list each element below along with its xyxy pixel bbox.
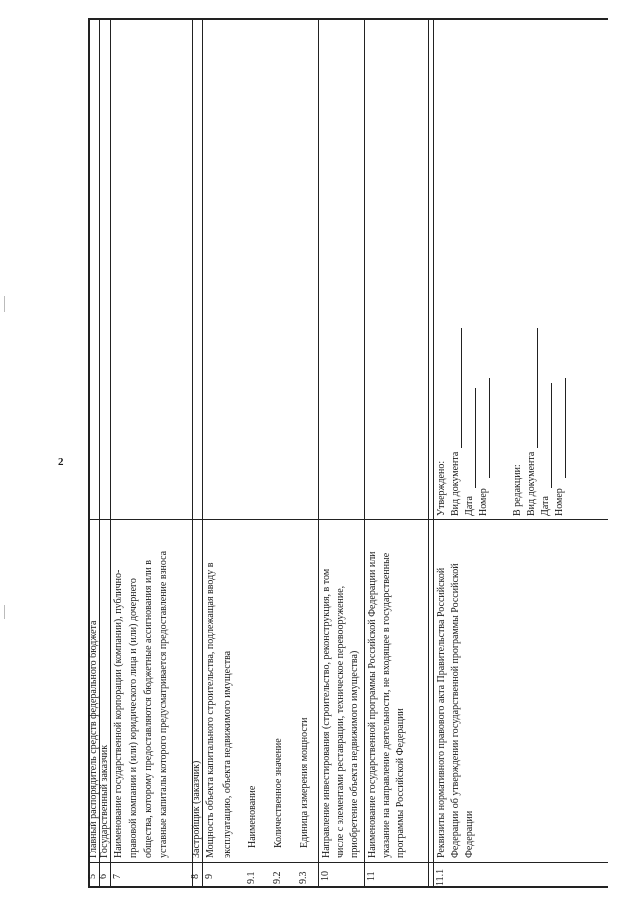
- row-label-line: Федерации об утверждении государственной программы Российской: [450, 563, 461, 858]
- row-label-line: правовой компании и (или) юридического лица и (или) дочернего: [128, 578, 139, 858]
- doc-type-label: Вид документа: [450, 451, 461, 516]
- revision-label: В редакции:: [512, 464, 523, 516]
- row-divider: [428, 18, 429, 888]
- row-label-line: Федерации: [464, 810, 475, 858]
- date-field-line: [475, 388, 476, 488]
- row-label-line: указание на направление деятельности, не входящее в государственные: [381, 552, 392, 858]
- date-label-2: Дата: [540, 496, 551, 516]
- row-label-line: Реквизиты нормативного правового акта Правительства Российской: [436, 567, 447, 858]
- form-table: [88, 18, 608, 888]
- row-label: Наименование: [247, 785, 258, 848]
- page-number: 2: [58, 456, 64, 468]
- row-number: 10: [320, 871, 331, 881]
- row-label-line: Наименование государственной программы Российской Федерации или: [367, 551, 378, 858]
- row-number: 9.2: [272, 871, 283, 884]
- row-label-line: Направление инвестирования (строительство, реконструкция, в том: [321, 568, 332, 858]
- row-label: Количественное значение: [273, 738, 284, 848]
- column-divider-value: [88, 519, 608, 520]
- row-number: 11: [366, 871, 377, 881]
- scan-mark: [4, 296, 5, 312]
- table-border-left: [88, 887, 608, 889]
- row-number: 9: [204, 874, 215, 879]
- row-divider: [318, 18, 319, 888]
- row-label-line: общества, которому предоставляются бюджетные ассигнования или в: [143, 560, 154, 858]
- number-label: Номер: [478, 488, 489, 516]
- column-divider-number: [88, 862, 608, 863]
- doc-type-label-2: Вид документа: [526, 451, 537, 516]
- approved-label: Утверждено:: [436, 460, 447, 516]
- row-label-line: Наименование государственной корпорации (компании), публично-: [113, 569, 124, 858]
- row-number: 11.1: [435, 868, 446, 886]
- row-divider-thick: [433, 18, 434, 888]
- number-field-line: [489, 378, 490, 478]
- date-label: Дата: [464, 496, 475, 516]
- row-label: Государственный заказчик: [99, 744, 110, 858]
- doc-type-field-line: [461, 328, 462, 448]
- row-number: 9.1: [246, 871, 257, 884]
- row-divider: [202, 18, 203, 888]
- row-divider: [364, 18, 365, 888]
- scan-mark: [4, 605, 5, 619]
- doc-type-field-line-2: [537, 328, 538, 448]
- table-border-right: [88, 19, 608, 21]
- date-field-line-2: [551, 383, 552, 488]
- row-label-line: числе с элементами реставрации, техническое перевооружение,: [335, 585, 346, 858]
- row-divider: [192, 18, 193, 888]
- row-label: Единица измерения мощности: [299, 717, 310, 848]
- row-number: 7: [112, 874, 123, 879]
- row-label-line: уставные капиталы которого предусматривается предоставление взноса: [158, 550, 169, 858]
- number-field-line-2: [565, 378, 566, 478]
- number-label-2: Номер: [554, 488, 565, 516]
- row-label-line: Мощность объекта капитального строительства, подлежащая вводу в: [205, 562, 216, 858]
- row-number: 9.3: [298, 871, 309, 884]
- row-label-line: эксплуатацию, объекта недвижимого имущества: [222, 650, 233, 858]
- row-number: 8: [190, 874, 201, 879]
- row-label: Застройщик (заказчик): [191, 760, 202, 858]
- row-number: 6: [98, 874, 109, 879]
- row-label-line: программы Российской Федерации: [395, 708, 406, 858]
- row-label: Главный распорядитель средств федерального бюджета: [88, 620, 99, 858]
- row-label-line: приобретение объекта недвижимого имущества): [349, 650, 360, 858]
- row-number: 5: [87, 874, 98, 879]
